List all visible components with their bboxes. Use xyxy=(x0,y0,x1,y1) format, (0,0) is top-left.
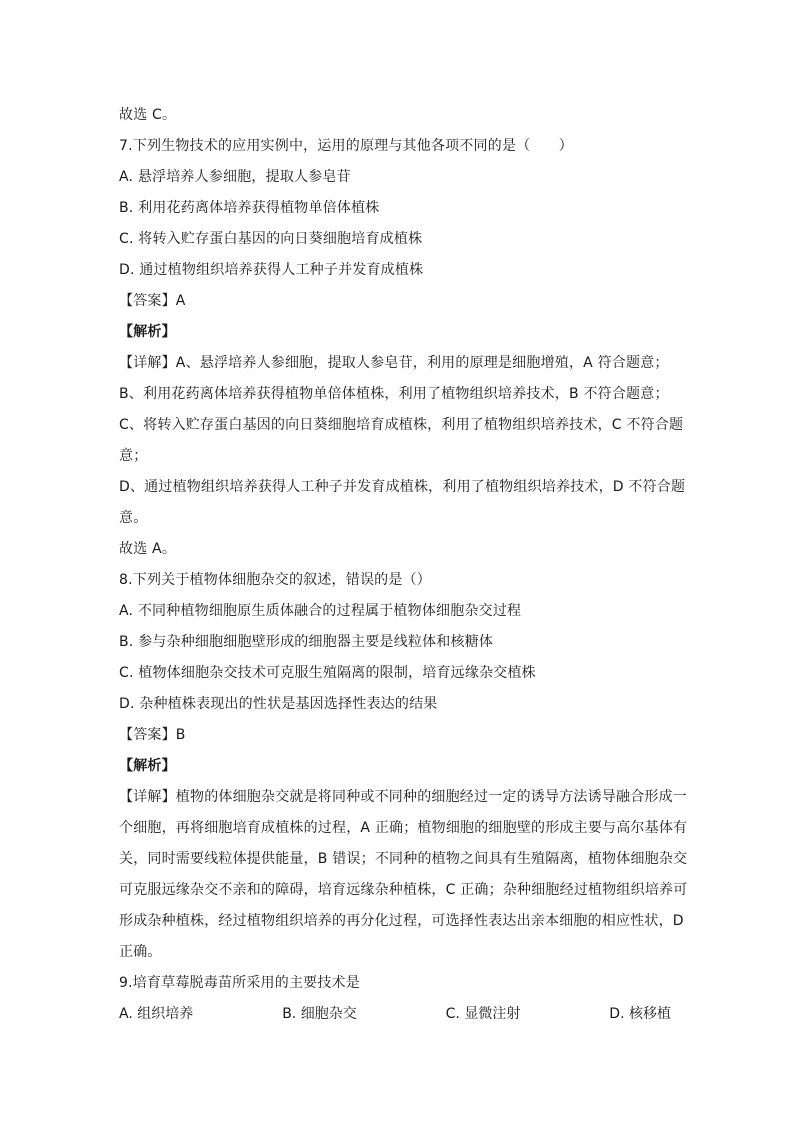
question-9-options xyxy=(119,999,671,1030)
question-9-option-a: A. 组织培养 xyxy=(119,1006,194,1022)
question-7-explanation-d-cont: 意。 xyxy=(119,510,148,526)
question-7-stem: 7.下列生物技术的应用实例中，运用的原理与其他各项不同的是（ ） xyxy=(119,138,573,154)
question-8-option-d: D. 杂种植株表现出的性状是基因选择性表达的结果 xyxy=(119,696,438,712)
question-9-option-c: C. 显微注射 xyxy=(445,1006,521,1022)
question-9-stem: 9.培育草莓脱毒苗所采用的主要技术是 xyxy=(119,975,360,991)
question-7-explanation-d: D、通过植物组织培养获得人工种子并发育成植株，利用了植物组织培养技术，D 不符合题 xyxy=(119,479,686,495)
question-7-option-b: B. 利用花药离体培养获得植物单倍体植株 xyxy=(119,200,380,216)
question-8-option-b: B. 参与杂种细胞细胞壁形成的细胞器主要是线粒体和核糖体 xyxy=(119,634,494,650)
question-8-explanation-line-4: 可克服远缘杂交不亲和的障碍，培育远缘杂种植株，C 正确；杂种细胞经过植物组织培养可 xyxy=(119,882,688,898)
document-content xyxy=(119,100,688,1030)
question-7-analysis-heading: 【解析】 xyxy=(119,324,176,340)
question-7-explanation-a: 【详解】A、悬浮培养人参细胞，提取人参皂苷，利用的原理是细胞增殖，A 符合题意； xyxy=(119,355,669,371)
question-8-explanation-line-6: 正确。 xyxy=(119,944,162,960)
question-7-explanation-b: B、利用花药离体培养获得植物单倍体植株，利用了植物组织培养技术，B 不符合题意； xyxy=(119,386,669,402)
question-8-answer: 【答案】B xyxy=(119,727,186,743)
answer-conclusion-q7: 故选 A。 xyxy=(119,541,177,557)
question-7-answer: 【答案】A xyxy=(119,293,186,309)
question-8-explanation-line-3: 关，同时需要线粒体提供能量，B 错误；不同种的植物之间具有生殖隔离，植物体细胞杂交 xyxy=(119,851,688,867)
question-8-explanation-line-5: 形成杂种植株，经过植物组织培养的再分化过程，可选择性表达出亲本细胞的相应性状，D xyxy=(119,913,684,929)
question-7-option-d: D. 通过植物组织培养获得人工种子并发育成植株 xyxy=(119,262,424,278)
question-8-explanation-line-1: 【详解】植物的体细胞杂交就是将同种或不同种的细胞经过一定的诱导方法诱导融合形成一 xyxy=(119,789,687,805)
question-7-explanation-c: C、将转入贮存蛋白基因的向日葵细胞培育成植株，利用了植物组织培养技术，C 不符合题 xyxy=(119,417,684,433)
question-8-option-c: C. 植物体细胞杂交技术可克服生殖隔离的限制，培育远缘杂交植株 xyxy=(119,665,536,681)
question-7-option-c: C. 将转入贮存蛋白基因的向日葵细胞培育成植株 xyxy=(119,231,423,247)
answer-conclusion-q6: 故选 C。 xyxy=(119,107,177,123)
question-7-explanation-c-cont: 意； xyxy=(119,448,148,464)
question-7-option-a: A. 悬浮培养人参细胞，提取人参皂苷 xyxy=(119,169,351,185)
question-9-option-b: B. 细胞杂交 xyxy=(282,1006,357,1022)
question-8-option-a: A. 不同种植物细胞原生质体融合的过程属于植物体细胞杂交过程 xyxy=(119,603,522,619)
question-9-option-d: D. 核移植 xyxy=(609,1006,671,1022)
question-8-stem: 8.下列关于植物体细胞杂交的叙述，错误的是（） xyxy=(119,572,431,588)
question-8-explanation-line-2: 个细胞，再将细胞培育成植株的过程，A 正确；植物细胞的细胞壁的形成主要与高尔基体有 xyxy=(119,820,688,836)
question-8-analysis-heading: 【解析】 xyxy=(119,758,176,774)
